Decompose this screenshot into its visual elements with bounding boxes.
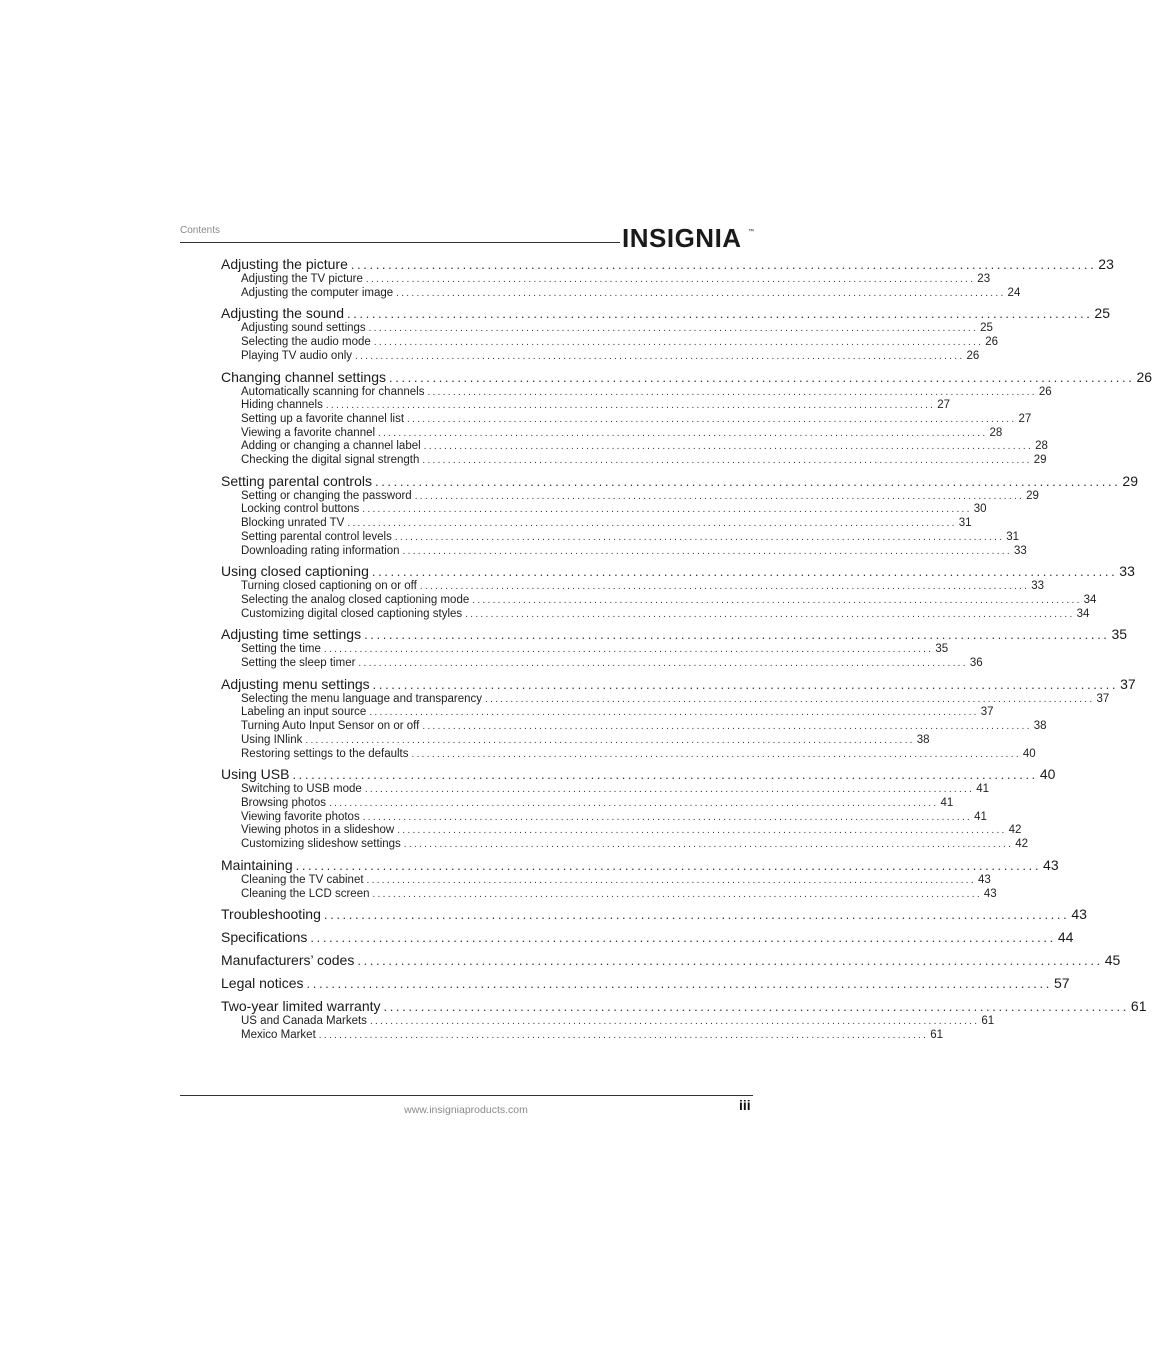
toc-subentry[interactable]	[221, 824, 1022, 838]
dot-leader: ........................................................................................................................	[394, 531, 1005, 543]
toc-subentry-page: 41	[940, 796, 954, 809]
toc-subentry-page: 26	[1038, 385, 1052, 398]
toc-subentry-page: 26	[966, 349, 980, 362]
toc-subentry-title: Customizing digital closed captioning styles	[241, 607, 463, 620]
toc-subentry-title: Hiding channels	[241, 399, 323, 412]
dot-leader: ........................................................................................................................	[358, 658, 968, 670]
toc-subentry[interactable]	[221, 796, 954, 811]
toc-subentry-title: Locking control buttons	[241, 503, 360, 516]
toc-section	[221, 906, 1087, 923]
toc-subentry[interactable]	[221, 530, 1020, 545]
dot-leader: ........................................................................................................................	[411, 748, 1021, 760]
toc-subentry[interactable]	[221, 385, 1052, 400]
toc-entry-page: 43	[1043, 856, 1059, 873]
toc-subentry-title: Selecting the analog closed captioning mode	[241, 593, 470, 606]
toc-section	[221, 675, 1136, 762]
toc-entry-title: Using closed captioning	[221, 563, 369, 580]
toc-section	[221, 368, 1152, 468]
toc-subentry-title: Automatically scanning for channels	[241, 385, 425, 398]
header-rule	[180, 242, 620, 243]
toc-subentry-title: Adjusting the TV picture	[241, 273, 363, 285]
toc-subentry-title: Turning closed captioning on or off	[241, 580, 417, 593]
dot-leader: ........................................................................................................................	[355, 350, 965, 362]
dot-leader: ........................................................................................................................	[292, 767, 1038, 783]
dot-leader: ........................................................................................................................	[422, 721, 1032, 733]
dot-leader: ........................................................................................................................	[407, 413, 1017, 425]
dot-leader: ........................................................................................................................	[373, 337, 984, 349]
dot-leader: ........................................................................................................................	[472, 594, 1082, 606]
toc-subentry-title: Checking the digital signal strength	[241, 454, 420, 467]
toc-subentry-title: Selecting the audio mode	[241, 336, 371, 349]
toc-subentry[interactable]	[221, 593, 1097, 608]
toc-subentry-page: 25	[980, 322, 993, 335]
dot-leader: ........................................................................................................................	[323, 644, 934, 656]
toc-subentry[interactable]	[221, 887, 997, 902]
toc-subentry[interactable]	[221, 399, 951, 413]
toc-entry[interactable]	[221, 472, 1138, 490]
logo-wordmark: INSIGNIA	[622, 223, 742, 253]
dot-leader: ........................................................................................................................	[362, 811, 973, 823]
toc-entry[interactable]	[221, 975, 1070, 992]
toc-subentry[interactable]	[221, 657, 983, 671]
toc-subentry-title: Selecting the menu language and transparency	[241, 692, 483, 705]
toc-section	[221, 305, 1110, 363]
toc-entry-title: Adjusting the sound	[221, 305, 344, 322]
toc-subentry-title: Customizing slideshow settings	[241, 838, 401, 851]
toc-subentry[interactable]	[221, 747, 1036, 762]
toc-subentry[interactable]	[221, 720, 1047, 734]
toc-subentry-page: 61	[930, 1028, 943, 1041]
toc-entry-page: 29	[1122, 472, 1138, 489]
dot-leader: ........................................................................................................................	[371, 564, 1118, 580]
toc-subentry-page: 40	[1022, 747, 1036, 760]
dot-leader: ........................................................................................................................	[364, 627, 1110, 643]
toc-subentry-title: Playing TV audio only	[241, 349, 353, 362]
toc-subentry[interactable]	[221, 349, 980, 364]
toc-entry[interactable]	[221, 675, 1136, 693]
toc-subentry-title: Adjusting sound settings	[241, 322, 366, 335]
toc-subentry-title: Setting the time	[241, 643, 321, 656]
toc-entry-title: Manufacturers’ codes	[221, 952, 355, 969]
toc-entry-title: Legal notices	[221, 975, 304, 992]
toc-subentry-page: 42	[1008, 824, 1022, 837]
toc-subentry-page: 37	[1096, 692, 1110, 705]
toc-subentry[interactable]	[221, 607, 1090, 622]
toc-subentry-page: 27	[937, 399, 951, 412]
toc-entry-title: Adjusting menu settings	[221, 675, 370, 692]
toc-subentry[interactable]	[221, 733, 930, 748]
footer-url[interactable]: www.insigniaproducts.com	[404, 1104, 528, 1116]
dot-leader: ........................................................................................................................	[365, 274, 976, 285]
toc-subentry[interactable]	[221, 489, 1039, 504]
toc-entry-page: 44	[1057, 929, 1074, 946]
toc-section	[221, 256, 1114, 300]
toc-entry-title: Maintaining	[221, 856, 293, 873]
toc-entry-page: 35	[1111, 626, 1128, 643]
toc-subentry-title: Viewing photos in a slideshow	[241, 824, 395, 837]
dot-leader: ........................................................................................................................	[366, 874, 976, 886]
toc-subentry-title: Turning Auto Input Sensor on or off	[241, 720, 420, 733]
toc-entry[interactable]	[221, 305, 1110, 322]
dot-leader: ........................................................................................................................	[318, 1029, 929, 1041]
dot-leader: ........................................................................................................................	[465, 608, 1075, 620]
toc-subentry-page: 29	[1026, 489, 1039, 502]
dot-leader: ........................................................................................................................	[364, 784, 975, 796]
toc-subentry[interactable]	[221, 336, 998, 350]
toc-subentry-page: 42	[1015, 838, 1028, 851]
toc-subentry-page: 43	[983, 887, 997, 900]
toc-subentry-title: Viewing favorite photos	[241, 810, 360, 823]
toc-subentry-page: 34	[1076, 607, 1090, 620]
toc-subentry-title: US and Canada Markets	[241, 1015, 367, 1028]
toc-entry[interactable]	[221, 368, 1152, 386]
dot-leader: ........................................................................................................................	[402, 545, 1012, 557]
toc-subentry-page: 28	[1035, 440, 1048, 453]
toc-subentry-title: Downloading rating information	[241, 544, 400, 557]
toc-subentry-title: Mexico Market	[241, 1028, 316, 1041]
toc-subentry-page: 41	[974, 810, 987, 823]
dot-leader: ........................................................................................................................	[347, 518, 957, 530]
toc-subentry[interactable]	[221, 873, 991, 888]
toc-entry-page: 57	[1053, 975, 1070, 992]
page-number: iii	[739, 1097, 751, 1113]
toc-subentry-page: 36	[969, 657, 983, 670]
toc-entry[interactable]	[221, 952, 1121, 969]
toc-subentry[interactable]	[221, 454, 1047, 468]
toc-section	[221, 766, 1056, 852]
toc-subentry-title: Setting parental control levels	[241, 530, 392, 543]
dot-leader: ........................................................................................................................	[374, 473, 1121, 489]
toc-entry[interactable]	[221, 998, 1147, 1015]
toc-entry-title: Setting parental controls	[221, 472, 372, 489]
toc-subentry-title: Adjusting the computer image	[241, 286, 394, 299]
toc-subentry-page: 33	[1031, 580, 1045, 593]
logo-trademark: ™	[748, 229, 754, 235]
toc-subentry-title: Restoring settings to the defaults	[241, 747, 409, 760]
header-label: Contents	[180, 225, 221, 236]
dot-leader: ........................................................................................................................	[295, 857, 1042, 873]
dot-leader: ........................................................................................................................	[414, 490, 1025, 502]
dot-leader: ........................................................................................................................	[485, 693, 1095, 705]
toc-subentry[interactable]	[221, 426, 1003, 441]
toc-entry[interactable]	[221, 856, 1059, 874]
toc-subentry-title: Setting the sleep timer	[241, 657, 356, 670]
toc-section	[221, 998, 1147, 1042]
toc-entry[interactable]	[221, 626, 1128, 643]
dot-leader: ........................................................................................................................	[362, 504, 972, 516]
dot-leader: ........................................................................................................................	[419, 581, 1030, 593]
toc-subentry-page: 38	[916, 733, 930, 746]
dot-leader: ........................................................................................................................	[357, 953, 1103, 969]
toc-subentry[interactable]	[221, 412, 1032, 427]
dot-leader: ........................................................................................................................	[369, 1016, 980, 1028]
toc-entry[interactable]	[221, 563, 1135, 580]
dot-leader: ........................................................................................................................	[378, 427, 988, 439]
dot-leader: ........................................................................................................................	[323, 907, 1070, 923]
toc-subentry[interactable]	[221, 273, 991, 287]
toc-entry-page: 61	[1130, 998, 1147, 1015]
insignia-logo	[622, 216, 756, 256]
toc-subentry-page: 23	[977, 273, 991, 285]
toc-subentry-title: Setting or changing the password	[241, 489, 412, 502]
toc-subentry-title: Switching to USB mode	[241, 783, 362, 796]
dot-leader: ........................................................................................................................	[372, 888, 982, 900]
toc-subentry[interactable]	[221, 706, 994, 720]
toc-entry[interactable]	[221, 906, 1087, 923]
toc-subentry-page: 30	[973, 503, 987, 516]
toc-subentry[interactable]	[221, 517, 972, 531]
toc-subentry-title: Using INlink	[241, 733, 303, 746]
toc-entry-page: 25	[1094, 305, 1110, 322]
toc-subentry[interactable]	[221, 692, 1110, 707]
dot-leader: ........................................................................................................................	[423, 441, 1034, 453]
dot-leader: ........................................................................................................................	[310, 930, 1056, 946]
toc-entry-page: 26	[1136, 368, 1152, 385]
dot-leader: ........................................................................................................................	[389, 369, 1135, 385]
toc-subentry-title: Browsing photos	[241, 796, 327, 809]
toc-subentry-page: 33	[1013, 544, 1027, 557]
toc-entry[interactable]	[221, 766, 1056, 783]
dot-leader: ........................................................................................................................	[368, 323, 979, 335]
dot-leader: ........................................................................................................................	[396, 287, 1006, 299]
toc-subentry-title: Cleaning the TV cabinet	[241, 873, 364, 886]
toc-subentry-page: 34	[1083, 593, 1097, 606]
toc-section	[221, 856, 1059, 901]
toc-subentry-page: 26	[985, 336, 998, 349]
dot-leader: ........................................................................................................................	[422, 455, 1032, 467]
dot-leader: ........................................................................................................................	[306, 976, 1052, 992]
toc-subentry-page: 61	[981, 1015, 995, 1028]
toc-entry-title: Specifications	[221, 929, 308, 946]
toc-entry-title: Adjusting the picture	[221, 256, 348, 272]
toc-subentry-title: Adding or changing a channel label	[241, 440, 421, 453]
toc-entry[interactable]	[221, 929, 1074, 946]
toc-entry-page: 37	[1120, 675, 1136, 692]
toc-subentry-title: Blocking unrated TV	[241, 517, 345, 530]
toc-subentry-page: 43	[977, 873, 991, 886]
toc-subentry[interactable]	[221, 322, 993, 336]
toc-subentry-page: 41	[976, 783, 990, 796]
dot-leader: ........................................................................................................................	[369, 707, 979, 719]
toc-subentry-page: 27	[1018, 412, 1032, 425]
dot-leader: ........................................................................................................................	[427, 386, 1037, 398]
toc-subentry[interactable]	[221, 580, 1045, 594]
toc-subentry-page: 24	[1007, 286, 1021, 299]
toc-entry-page: 40	[1039, 766, 1056, 783]
toc-subentry[interactable]	[221, 1028, 943, 1043]
toc-entry-title: Two-year limited warranty	[221, 998, 381, 1015]
dot-leader: ........................................................................................................................	[346, 306, 1093, 322]
toc-subentry-page: 37	[980, 706, 994, 719]
toc-subentry[interactable]	[221, 643, 949, 657]
toc-section	[221, 563, 1135, 621]
toc-subentry-title: Setting up a favorite channel list	[241, 412, 405, 425]
toc-subentry[interactable]	[221, 544, 1027, 559]
toc-subentry[interactable]	[221, 1015, 995, 1029]
table-of-contents	[221, 256, 1152, 1048]
toc-subentry-page: 31	[958, 517, 972, 530]
toc-subentry-page: 35	[935, 643, 949, 656]
dot-leader: ........................................................................................................................	[329, 797, 939, 809]
toc-entry-title: Changing channel settings	[221, 368, 387, 385]
toc-subentry-title: Viewing a favorite channel	[241, 426, 376, 439]
toc-subentry[interactable]	[221, 810, 987, 825]
toc-section	[221, 975, 1070, 992]
dot-leader: ........................................................................................................................	[383, 999, 1129, 1015]
toc-entry-page: 43	[1071, 906, 1087, 923]
toc-subentry-page: 28	[989, 426, 1003, 439]
dot-leader: ........................................................................................................................	[397, 825, 1007, 837]
toc-subentry-page: 29	[1033, 454, 1047, 467]
dot-leader: ........................................................................................................................	[350, 257, 1097, 272]
toc-subentry-page: 38	[1033, 720, 1047, 733]
toc-subentry[interactable]	[221, 783, 990, 797]
dot-leader: ........................................................................................................................	[325, 400, 936, 412]
toc-subentry[interactable]	[221, 440, 1048, 454]
dot-leader: ........................................................................................................................	[372, 676, 1119, 692]
toc-section	[221, 626, 1128, 670]
footer-rule	[180, 1095, 753, 1096]
toc-entry-page: 45	[1104, 952, 1121, 969]
toc-entry-title: Using USB	[221, 766, 290, 783]
toc-subentry-title: Labeling an input source	[241, 706, 367, 719]
toc-subentry-title: Cleaning the LCD screen	[241, 887, 370, 900]
toc-entry[interactable]	[221, 256, 1114, 273]
toc-entry-title: Adjusting time settings	[221, 626, 362, 643]
toc-section	[221, 472, 1138, 559]
toc-entry-page: 23	[1098, 256, 1114, 272]
toc-entry-title: Troubleshooting	[221, 906, 321, 923]
toc-subentry[interactable]	[221, 838, 1028, 852]
toc-subentry[interactable]	[221, 286, 1021, 301]
dot-leader: ........................................................................................................................	[403, 839, 1014, 851]
toc-subentry-page: 31	[1006, 530, 1020, 543]
dot-leader: ........................................................................................................................	[305, 734, 915, 746]
toc-section	[221, 952, 1121, 969]
toc-section	[221, 929, 1074, 946]
toc-entry-page: 33	[1119, 563, 1135, 580]
toc-subentry[interactable]	[221, 503, 987, 517]
